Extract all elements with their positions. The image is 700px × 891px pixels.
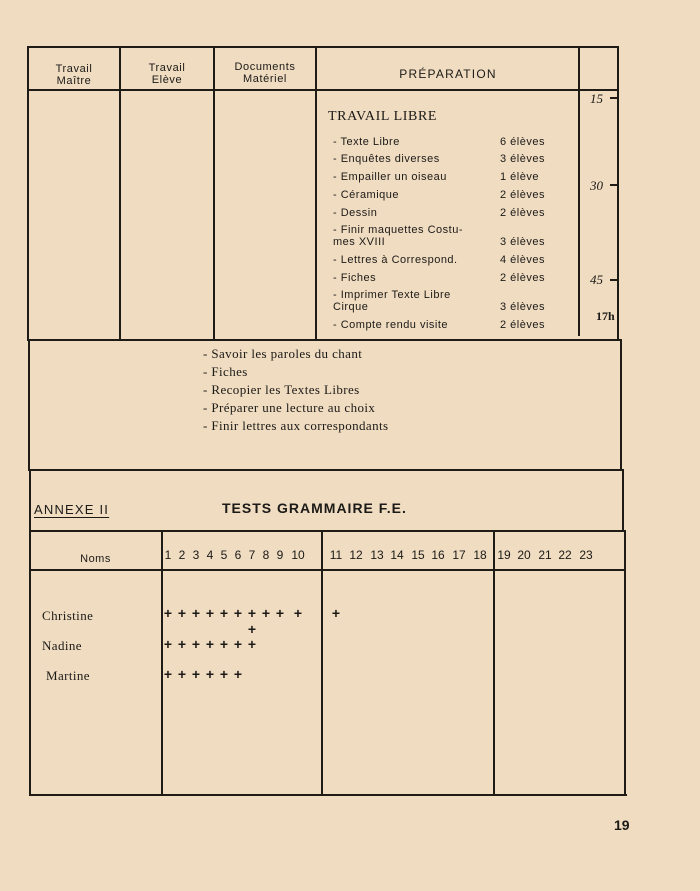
activity-count: 2 élèves — [500, 272, 545, 284]
time-tick-15 — [610, 97, 619, 99]
test-pass-mark: + — [219, 666, 229, 682]
test-number-9: 9 — [276, 548, 284, 562]
test-number-8: 8 — [262, 548, 270, 562]
test-number-18: 18 — [473, 548, 487, 562]
test-number-20: 20 — [517, 548, 531, 562]
homework-border-bottom — [28, 469, 622, 471]
student-name: Christine — [42, 608, 94, 623]
activity-label: - Texte Libre — [333, 136, 400, 148]
test-pass-mark: + — [275, 605, 285, 621]
test-number-3: 3 — [192, 548, 200, 562]
homework-item: - Recopier les Textes Libres — [203, 382, 360, 397]
student-name: Martine — [46, 668, 90, 683]
top-table-border-bottom — [27, 339, 621, 341]
test-number-4: 4 — [206, 548, 214, 562]
test-number-14: 14 — [390, 548, 404, 562]
test-pass-mark: + — [177, 636, 187, 652]
test-pass-mark: + — [233, 636, 243, 652]
grammar-table-border-top — [29, 530, 625, 532]
homework-item: - Fiches — [203, 364, 248, 379]
homework-item: - Savoir les paroles du chant — [203, 346, 363, 361]
header-documents-materiel-line1: Documents — [234, 61, 296, 73]
time-mark-45: 45 — [590, 272, 603, 287]
test-pass-mark: + — [163, 605, 173, 621]
activity-count: 6 élèves — [500, 136, 545, 148]
header-documents-materiel — [215, 61, 315, 85]
grammar-names-header: Noms — [80, 553, 111, 565]
activity-label: - Imprimer Texte Libre Cirque — [333, 289, 451, 313]
top-table-border-right — [617, 46, 619, 341]
homework-item: - Préparer une lecture au choix — [203, 400, 376, 415]
test-pass-mark: + — [261, 605, 271, 621]
grammar-table-header-divider — [29, 569, 625, 571]
test-pass-mark: + — [293, 605, 303, 621]
grammar-table-col-divider-names — [161, 530, 163, 796]
test-pass-mark: + — [191, 636, 201, 652]
travail-libre-title: TRAVAIL LIBRE — [328, 109, 438, 124]
test-pass-mark: + — [247, 621, 257, 637]
time-tick-45 — [610, 279, 619, 281]
time-tick-30 — [610, 184, 619, 186]
header-travail-maitre-line1: Travail — [55, 63, 93, 75]
activity-count: 2 élèves — [500, 319, 545, 331]
activity-count: 2 élèves — [500, 207, 545, 219]
test-number-5: 5 — [220, 548, 228, 562]
test-number-1: 1 — [164, 548, 172, 562]
activity-count: 4 élèves — [500, 254, 545, 266]
test-pass-mark: + — [191, 666, 201, 682]
header-documents-materiel-line2: Matériel — [243, 73, 287, 85]
test-pass-mark: + — [191, 605, 201, 621]
student-name: Nadine — [42, 638, 82, 653]
test-number-2: 2 — [178, 548, 186, 562]
header-travail-maitre-line2: Maître — [56, 75, 92, 87]
header-preparation: PRÉPARATION — [399, 67, 497, 81]
grammar-table-col-divider-18 — [493, 530, 495, 796]
top-table-col-divider-1 — [119, 46, 121, 341]
test-number-22: 22 — [558, 548, 572, 562]
test-number-10: 10 — [291, 548, 305, 562]
test-pass-mark: + — [177, 666, 187, 682]
test-number-19: 19 — [497, 548, 511, 562]
test-number-23: 23 — [579, 548, 593, 562]
test-pass-mark: + — [233, 605, 243, 621]
test-number-13: 13 — [370, 548, 384, 562]
activity-label: - Empailler un oiseau — [333, 171, 447, 183]
grammar-table-border-bottom — [29, 794, 627, 796]
activity-count: 1 élève — [500, 171, 539, 183]
top-table-col-divider-3 — [315, 46, 317, 341]
activity-label: - Dessin — [333, 207, 378, 219]
test-number-21: 21 — [538, 548, 552, 562]
test-pass-mark: + — [247, 605, 257, 621]
test-number-11: 11 — [329, 548, 343, 562]
test-pass-mark: + — [247, 636, 257, 652]
test-pass-mark: + — [205, 605, 215, 621]
time-mark-15: 15 — [590, 91, 603, 106]
header-travail-eleve — [121, 62, 213, 86]
tests-grammaire-title: TESTS GRAMMAIRE F.E. — [222, 500, 407, 516]
test-pass-mark: + — [177, 605, 187, 621]
test-number-15: 15 — [411, 548, 425, 562]
test-pass-mark: + — [163, 666, 173, 682]
time-mark-17h: 17h — [596, 309, 615, 323]
annexe-border-right — [622, 469, 624, 532]
header-travail-eleve-line2: Elève — [151, 74, 183, 86]
activity-label: - Lettres à Correspond. — [333, 254, 458, 266]
header-travail-eleve-line1: Travail — [148, 62, 186, 74]
activity-label: - Finir maquettes Costu- mes XVIII — [333, 224, 463, 248]
test-number-16: 16 — [431, 548, 445, 562]
header-travail-maitre — [29, 63, 119, 87]
test-pass-mark: + — [331, 605, 341, 621]
activity-count: 2 élèves — [500, 189, 545, 201]
time-mark-30: 30 — [590, 178, 603, 193]
page-number: 19 — [614, 817, 630, 833]
top-table-header-divider — [27, 89, 619, 91]
top-table-col-divider-2 — [213, 46, 215, 341]
test-number-12: 12 — [349, 548, 363, 562]
homework-border-left — [28, 339, 30, 471]
annexe-border-left — [29, 469, 31, 796]
activity-label: - Céramique — [333, 189, 400, 201]
activity-count: 3 élèves — [500, 301, 545, 313]
test-pass-mark: + — [219, 605, 229, 621]
test-pass-mark: + — [205, 666, 215, 682]
test-pass-mark: + — [233, 666, 243, 682]
homework-border-right — [620, 339, 622, 471]
top-table-col-divider-4 — [578, 46, 580, 336]
activity-label: - Enquêtes diverses — [333, 153, 440, 165]
activity-label: - Compte rendu visite — [333, 319, 449, 331]
activity-label: - Fiches — [333, 272, 377, 284]
annexe-label: ANNEXE II — [34, 502, 110, 517]
test-number-17: 17 — [452, 548, 466, 562]
activity-count: 3 élèves — [500, 236, 545, 248]
test-number-6: 6 — [234, 548, 242, 562]
activity-count: 3 élèves — [500, 153, 545, 165]
test-pass-mark: + — [205, 636, 215, 652]
top-table-border-left — [27, 46, 29, 341]
grammar-table-border-right — [624, 530, 626, 796]
test-number-7: 7 — [248, 548, 256, 562]
test-pass-mark: + — [163, 636, 173, 652]
homework-item: - Finir lettres aux correspondants — [203, 418, 389, 433]
test-pass-mark: + — [219, 636, 229, 652]
top-table-border-top — [27, 46, 619, 48]
grammar-table-col-divider-10 — [321, 530, 323, 796]
